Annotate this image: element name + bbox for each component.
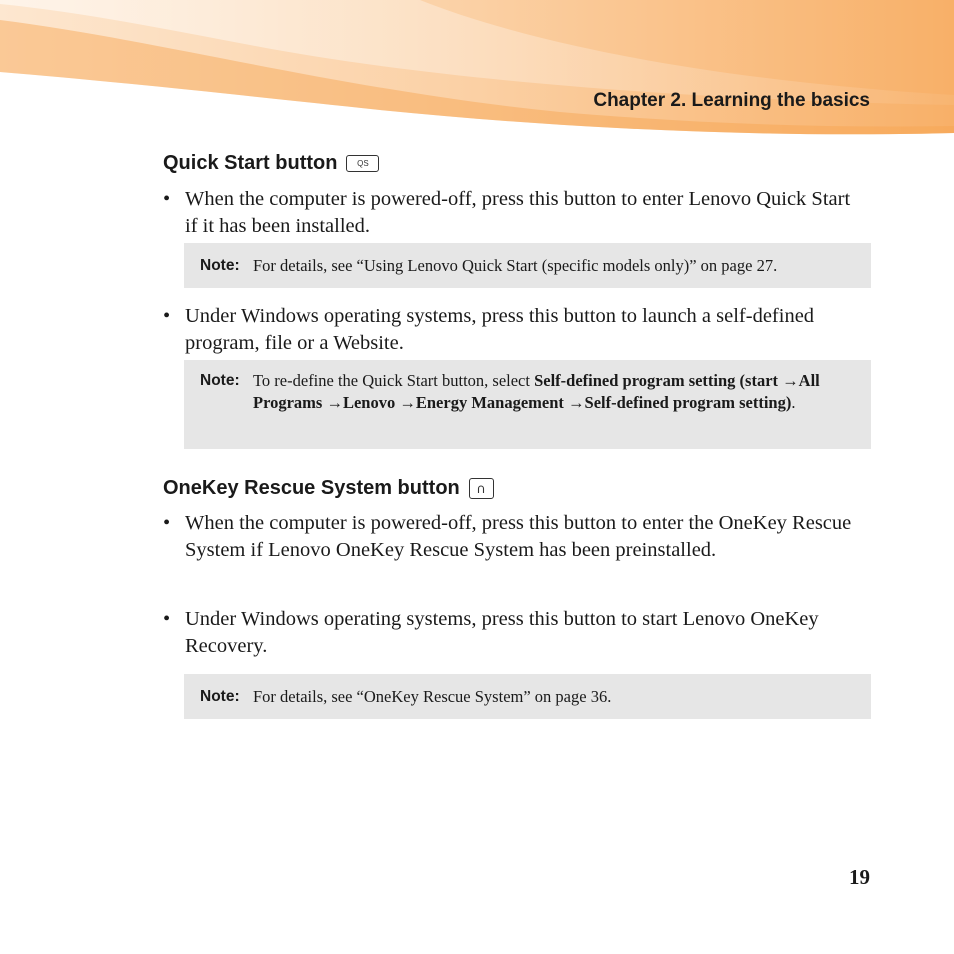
bullet-text: Under Windows operating systems, press this button to start Lenovo OneKey Recovery. [185, 608, 819, 657]
arrow-icon: → [399, 393, 416, 412]
onekey-rescue-icon [476, 484, 486, 494]
onekey-heading [163, 477, 494, 500]
note-suffix: . [791, 393, 796, 412]
bullet-text: Under Windows operating systems, press this button to launch a self-defined program, file or a Website. [185, 305, 815, 354]
bullet-mark: • [163, 608, 171, 630]
arrow-icon: → [568, 393, 585, 412]
list-item [163, 510, 853, 564]
note-text: For details, see “Using Lenovo Quick Start (specific models only)” on page 27. [253, 255, 778, 275]
note-label: Note: [200, 372, 240, 389]
note-label: Note: [200, 687, 240, 705]
note-box [184, 243, 871, 288]
note-bold-path-5: Self-defined program setting) [584, 393, 792, 412]
note-bold-path-2: All Programs [253, 371, 820, 412]
bullet-text: When the computer is powered-off, press this button to enter the OneKey Rescue System if Lenovo OneKey Rescue System has been preinstalled. [185, 512, 852, 561]
note-prefix: To re-define the Quick Start button, select [253, 371, 535, 390]
arrow-icon: → [782, 371, 799, 390]
list-item [163, 186, 853, 240]
note-label: Note: [200, 256, 240, 274]
quick-start-key-icon [346, 155, 379, 172]
note-box [184, 360, 871, 449]
list-item [163, 303, 853, 357]
bullet-mark: • [163, 188, 171, 210]
note-text: For details, see “OneKey Rescue System” on page 36. [253, 686, 612, 706]
note-bold-path-3: Lenovo [342, 393, 400, 412]
chapter-title: Chapter 2. Learning the basics [593, 90, 870, 111]
list-item [163, 606, 853, 660]
quick-start-heading [163, 152, 379, 175]
onekey-key-icon [469, 478, 494, 499]
arrow-icon: → [326, 393, 343, 412]
quick-start-key-icon-label: QS [357, 159, 369, 168]
bullet-mark: • [163, 512, 171, 534]
note-bold-path-1: Self-defined program setting (start [534, 371, 783, 390]
bullet-mark: • [163, 305, 171, 327]
note-text [253, 370, 865, 449]
page-number: 19 [849, 865, 870, 889]
header-banner [0, 0, 954, 140]
quick-start-heading-text: Quick Start button [163, 152, 338, 174]
onekey-heading-text: OneKey Rescue System button [163, 477, 460, 499]
note-box [184, 674, 871, 719]
bullet-text: When the computer is powered-off, press this button to enter Lenovo Quick Start if it has been installed. [185, 188, 851, 237]
note-bold-path-4: Energy Management [415, 393, 569, 412]
